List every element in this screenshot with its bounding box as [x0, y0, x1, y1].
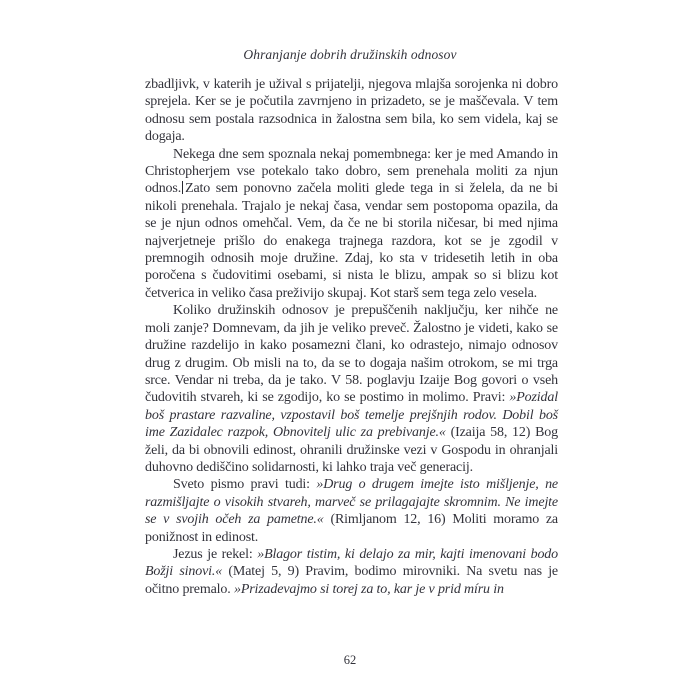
text-segment: Zato sem ponovno začela moliti glede tega in si želela, da ne bi nikoli prenehala. Trajalo je nekaj časa, vendar sem postopoma opazila, da se je njun odnos omehčal. Vem, da če ne bi storila ničesar, bi med njima najverjetneje prišlo do enakega trajnega razdora, kot se je zgodil v premnogih odnosih moje družine. Zdaj, ko sta v tridesetih letih in oba poročena s čudovitimi osebami, si nista le blizu, ampak so si blizu kot četverica in veliko časa preživijo skupaj. Kot starš sem tega zelo vesela.	[145, 181, 558, 301]
scripture-quote: »Drug o drugem imejte isto mišljenje, ne razmišljajte o visokih stvareh, marveč se prilagajajte skromnim. Ne imejte se v svojih očeh za pametne.«	[145, 477, 558, 528]
paragraph	[145, 546, 558, 598]
text-segment: Nekega dne sem spoznala nekaj pomembnega: ker je med Amando in Christopherjem vse potekalo tako dobro, sem prenehala moliti za njun odnos.	[145, 146, 558, 197]
paragraph	[145, 302, 558, 476]
scripture-quote: »Prizadevajmo si torej za to, kar je v prid míru in	[233, 581, 504, 597]
page-number: 62	[343, 653, 357, 667]
text-segment: zbadljivk, v katerih je užival s prijatelji, njegova mlajša sorojenka ni dobro sprejela. Ker se je počutila zavrnjeno in prizadeto, se je maščevala. V tem odnosu sem postala razsodnica in žalostna sem bila, ko sem videla, kaj se dogaja.	[145, 77, 558, 145]
text-segment: Sveto pismo pravi tudi:	[173, 477, 317, 493]
text-segment: (Matej 5, 9) Pravim, bodimo mirovniki. Na svetu nas je očitno premalo.	[145, 564, 558, 597]
paragraph	[145, 76, 558, 146]
scripture-quote: »Pozidal boš prastare razvaline, vzpostavil boš temelje prejšnjih rodov. Dobil boš ime Zazidalec razpok, Obnovitelj ulic za prebivanje.«	[145, 390, 558, 441]
scripture-quote: »Blagor tistim, ki delajo za mir, kajti imenovani bodo Božji sinovi.«	[145, 546, 558, 580]
text-segment: (Izaija 58, 12) Bog želi, da bi obnovili edinost, ohranili družinske vezi v Gospodu in ohranjali duhovno dediščino solidarnosti, ki lahko traja več generacij.	[145, 425, 558, 475]
text-segment: Jezus je rekel:	[173, 546, 258, 562]
text-cursor-mark	[182, 181, 183, 194]
text-segment: (Rimljanom 12, 16) Moliti moramo za ponižnost in edinost.	[145, 512, 558, 545]
paragraph	[145, 146, 558, 303]
running-header: Ohranjanje dobrih družinskih odnosov	[243, 47, 457, 62]
page-body-text	[145, 76, 558, 598]
paragraph	[145, 476, 558, 546]
text-segment: Koliko družinskih odnosov je prepuščenih naključju, ker nihče ne moli zanje? Domnevam, da jih je veliko preveč. Žalostno je videti, kako se družine razdelijo in kako posamezni člani, ko odrastejo, nimajo odnosov drug z drugim. Ob misli na to, da se to dogaja našim otrokom, se mi trga srce. Vendar ni treba, da je tako. V 58. poglavju Izaije Bog govori o vseh čudovitih stvareh, ki se zgodijo, ko se postimo in molimo. Pravi:	[145, 303, 558, 406]
